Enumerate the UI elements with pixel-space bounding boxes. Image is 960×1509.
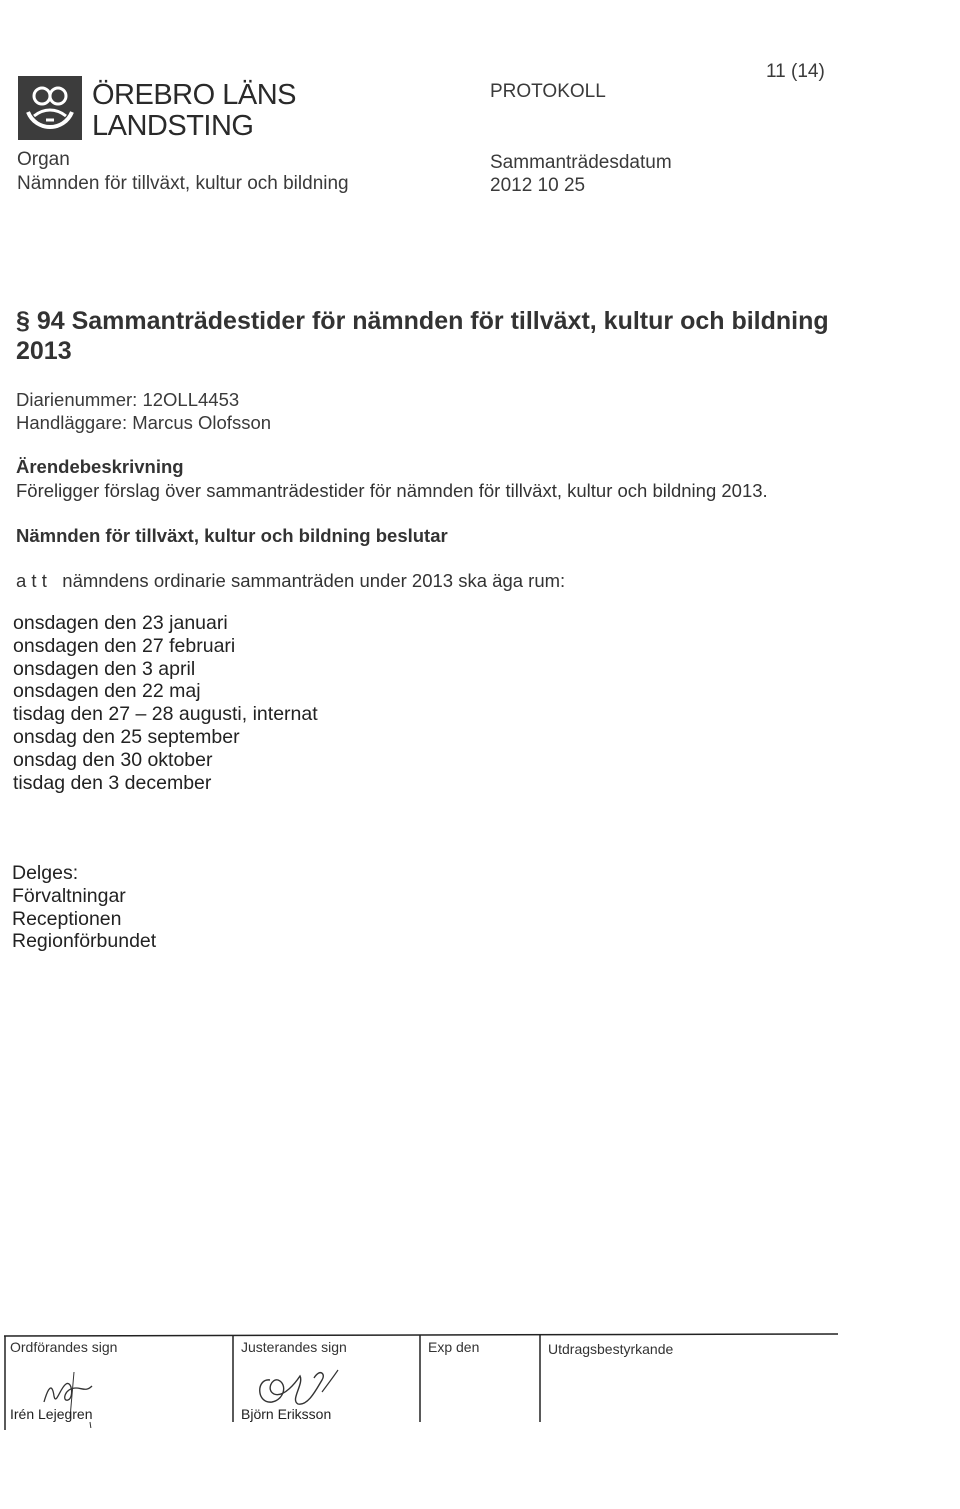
list-item: onsdag den 30 oktober	[13, 748, 213, 771]
att-clause	[16, 570, 565, 592]
organ-label: Organ	[17, 149, 70, 170]
list-item: Förvaltningar	[12, 884, 126, 907]
att-text: nämndens ordinarie sammanträden under 2013 ska äga rum:	[62, 570, 566, 591]
distribution-heading: Delges:	[12, 862, 79, 884]
list-item: onsdagen den 23 januari	[13, 612, 228, 634]
list-item: tisdag den 3 december	[13, 771, 212, 794]
date-label: Sammanträdesdatum	[490, 152, 672, 173]
ordforande-label: Ordförandes sign	[10, 1339, 118, 1355]
signature-table-lines	[0, 1330, 960, 1440]
handlaggare: Handläggare: Marcus Olofsson	[16, 412, 272, 433]
doc-type: PROTOKOLL	[490, 81, 606, 102]
meeting-dates-list	[13, 612, 318, 794]
page-title	[16, 306, 846, 366]
org-name	[92, 80, 296, 142]
list-item: Receptionen	[12, 907, 122, 930]
title-line2: 2013	[16, 337, 72, 365]
list-item: onsdag den 25 september	[13, 725, 240, 748]
case-meta	[16, 388, 271, 434]
arende-text: Föreligger förslag över sammanträdestider för nämnden för tillväxt, kultur och bildning 2013.	[16, 480, 768, 501]
ordforande-name: Irén Lejegren	[10, 1406, 93, 1422]
distribution-list	[12, 862, 156, 953]
list-item: onsdagen den 27 februari	[13, 634, 236, 657]
title-line1: § 94 Sammanträdestider för nämnden för tillväxt, kultur och bildning	[16, 307, 829, 335]
att-label: a t t	[16, 570, 47, 591]
list-item: Regionförbundet	[12, 930, 157, 953]
justerande-label: Justerandes sign	[241, 1339, 347, 1355]
org-name-line2: LANDSTING	[92, 110, 254, 142]
page-number: 11 (14)	[766, 61, 825, 82]
justerande-name: Björn Eriksson	[241, 1406, 332, 1422]
beslut-heading: Nämnden för tillväxt, kultur och bildning beslutar	[16, 525, 448, 546]
diarienummer: Diarienummer: 12OLL4453	[16, 389, 240, 410]
exp-label: Exp den	[428, 1339, 480, 1355]
logo-emblem-icon	[18, 76, 82, 140]
org-name-line1: ÖREBRO LÄNS	[92, 79, 296, 111]
organ-value: Nämnden för tillväxt, kultur och bildning	[17, 173, 349, 194]
landsting-logo-icon	[18, 76, 82, 140]
date-value: 2012 10 25	[490, 175, 586, 196]
list-item: onsdagen den 3 april	[13, 657, 196, 680]
arende-heading: Ärendebeskrivning	[16, 456, 184, 477]
utdrag-label: Utdragsbestyrkande	[548, 1341, 674, 1357]
list-item: tisdag den 27 – 28 augusti, internat	[13, 703, 318, 726]
list-item: onsdagen den 22 maj	[13, 680, 201, 703]
